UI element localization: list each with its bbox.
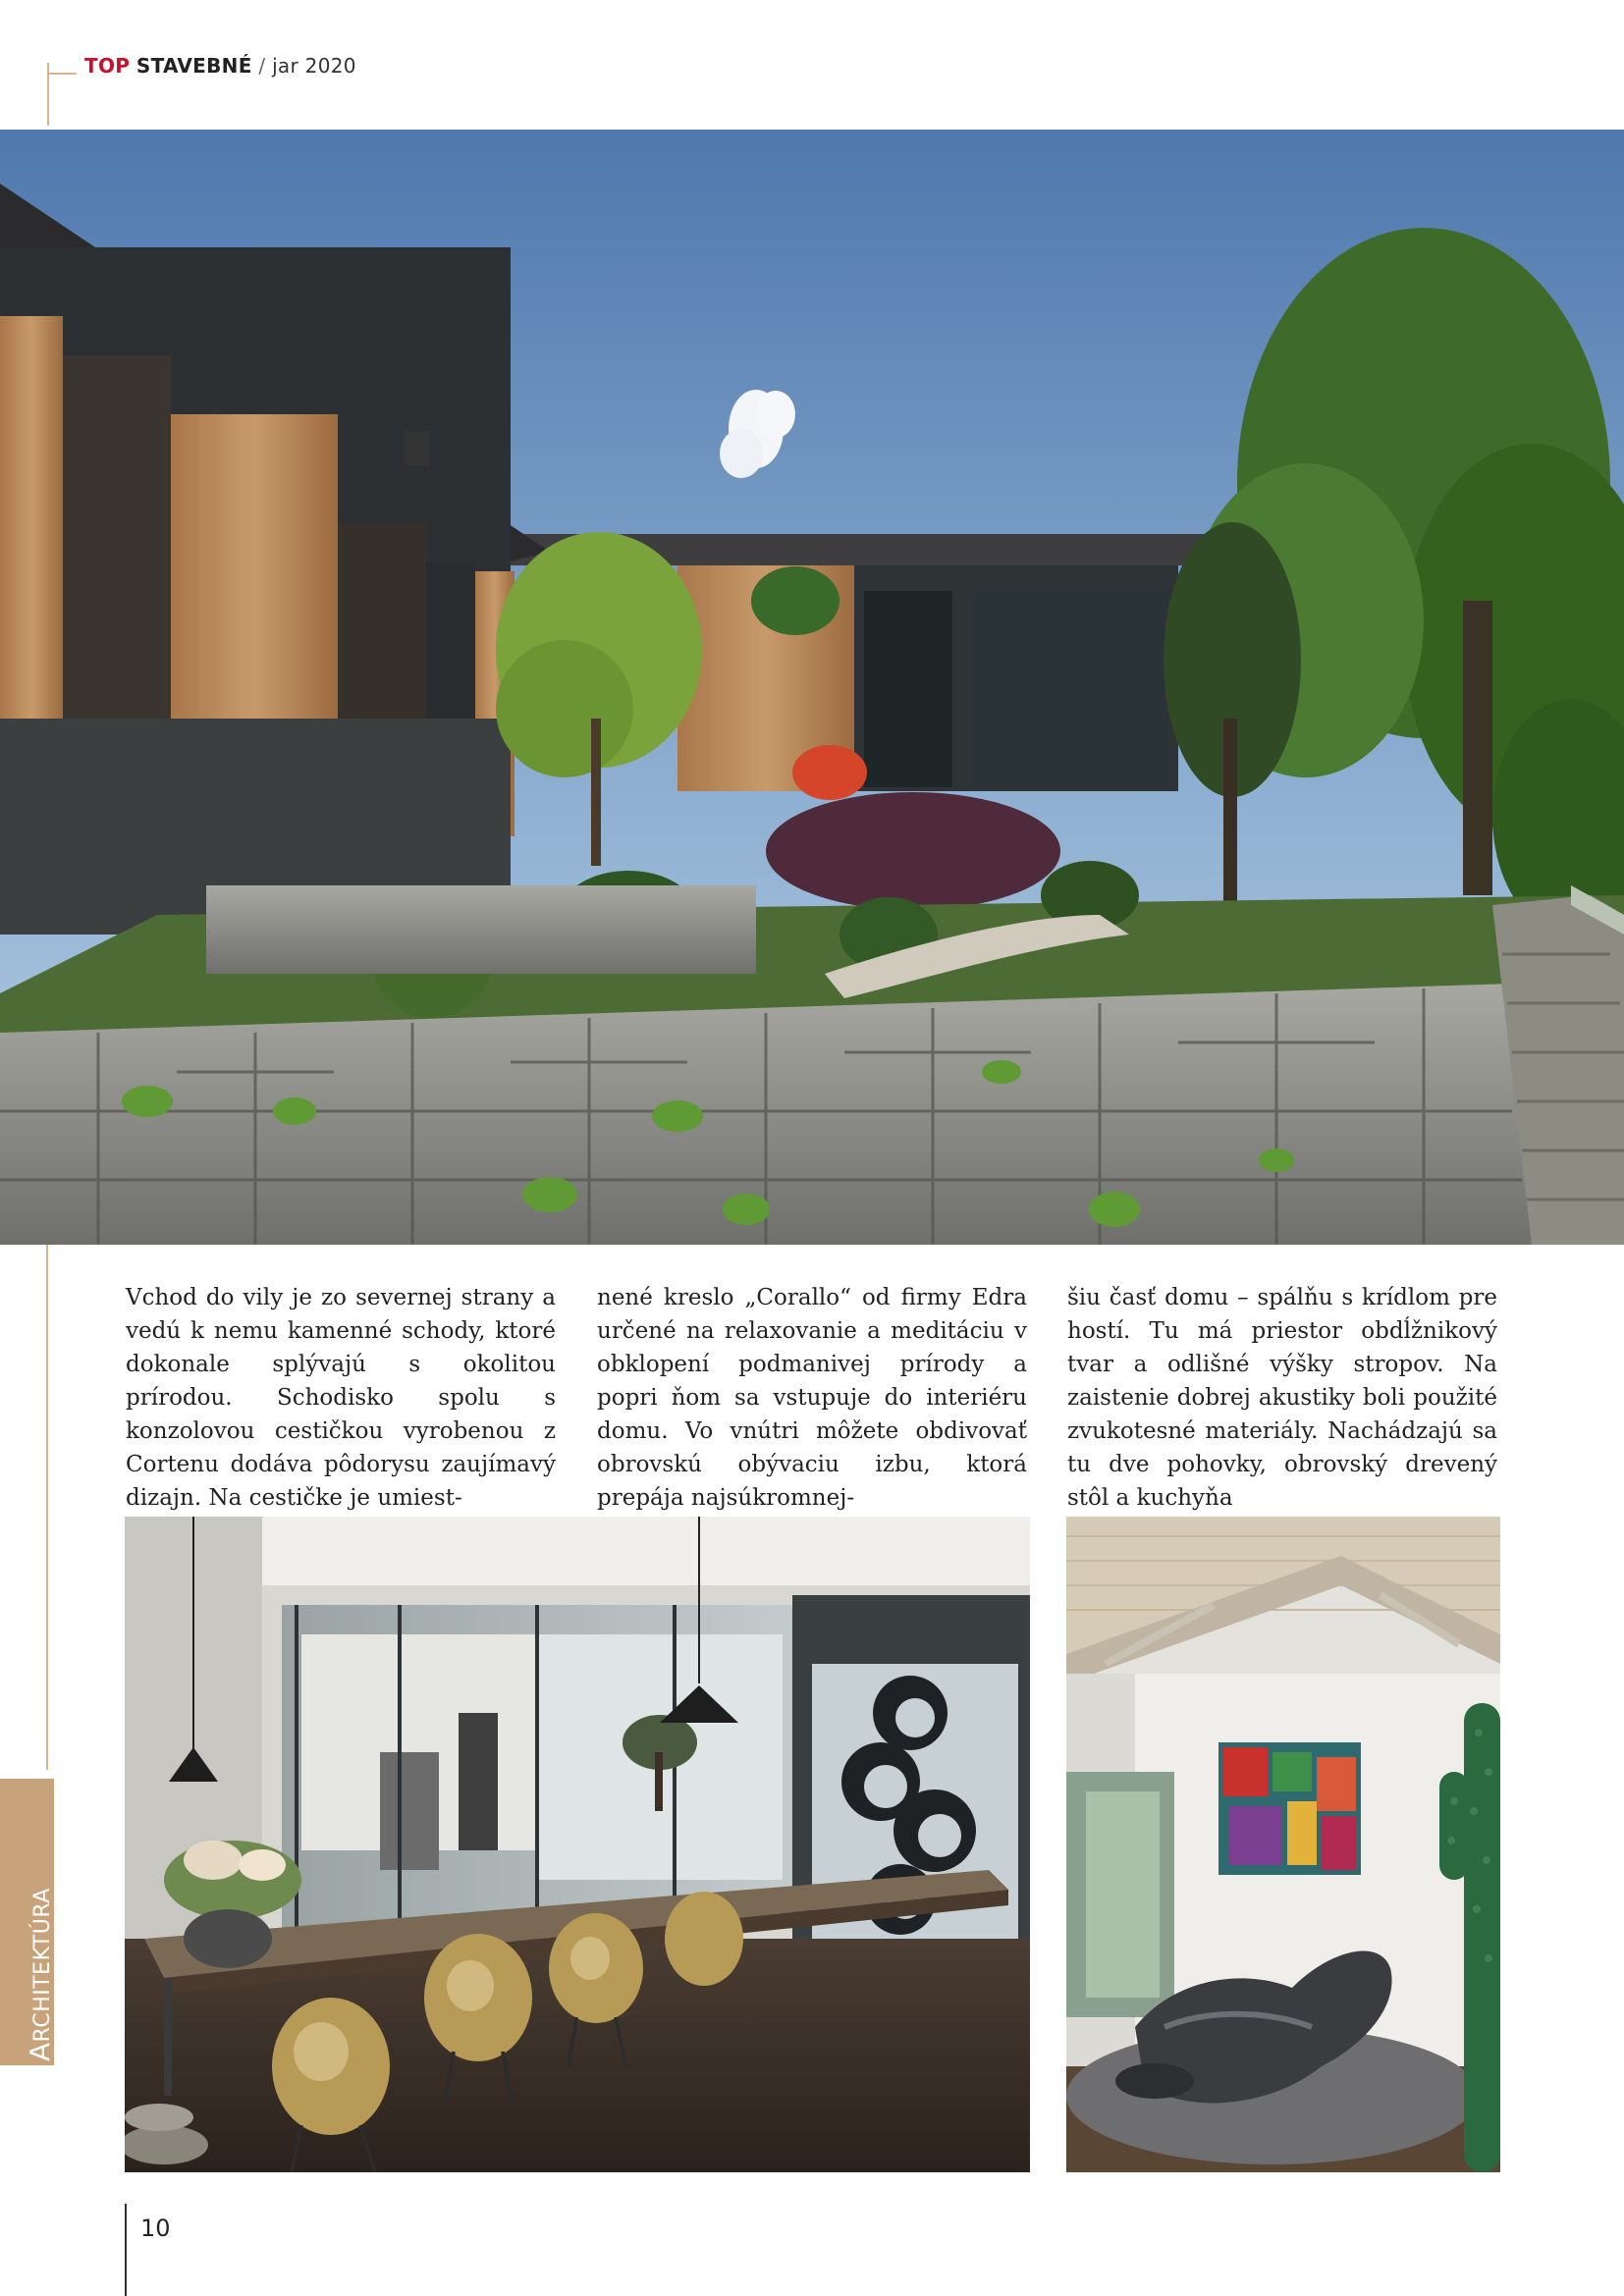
brand-name: STAVEBNÉ: [135, 54, 252, 78]
page-number: 10: [140, 2215, 171, 2242]
photo-dining-room: [125, 1517, 1030, 2172]
article-paragraph: Vchod do vily je zo severnej strany a vedú k nemu kamenné schody, ktoré dokonale splývajú s okolitou prírodou. Schodisko spolu s konzolovou cestičkou vyrobenou z Cortenu dodáva pôdorysu zaujímavý dizajn. Na cestičke je umiest-: [126, 1285, 556, 1511]
footer-rule: [125, 2204, 127, 2296]
header-rule-horizontal: [47, 73, 77, 75]
article-paragraph: nené kreslo „Corallo“ od firmy Edra určené na relaxovanie a meditáciu v obklopení podmanivej prírody a popri ňom sa vstupuje do interiéru domu. Vo vnútri môžete obdivovať obrovskú obývaciu izbu, ktorá prepája najsúkromnej-: [597, 1285, 1027, 1511]
side-rule: [46, 1245, 48, 1770]
article-column-2: [597, 1281, 1027, 1515]
section-label: [24, 1777, 56, 2061]
section-label-initial: A: [24, 2042, 56, 2061]
article-paragraph: šiu časť domu – spálňu s krídlom pre hostí. Tu má priestor obdĺžnikový tvar a odlišné výšky stropov. Na zaistenie dobrej akustiky boli použité zvukotesné materiály. Nachádzajú sa tu dve pohovky, obrovský drevený stôl a kuchyňa: [1067, 1285, 1497, 1511]
section-label-rest: RCHITEKTÚRA: [30, 1888, 55, 2043]
hero-photo-villa-exterior: [0, 130, 1624, 1245]
article-column-1: [126, 1281, 556, 1515]
magazine-header: [84, 51, 356, 80]
issue-label: jar 2020: [272, 54, 356, 78]
article-column-3: [1067, 1281, 1497, 1515]
header-separator: /: [258, 54, 266, 78]
photo-living-room: [1066, 1517, 1500, 2172]
brand-top: TOP: [84, 54, 131, 78]
